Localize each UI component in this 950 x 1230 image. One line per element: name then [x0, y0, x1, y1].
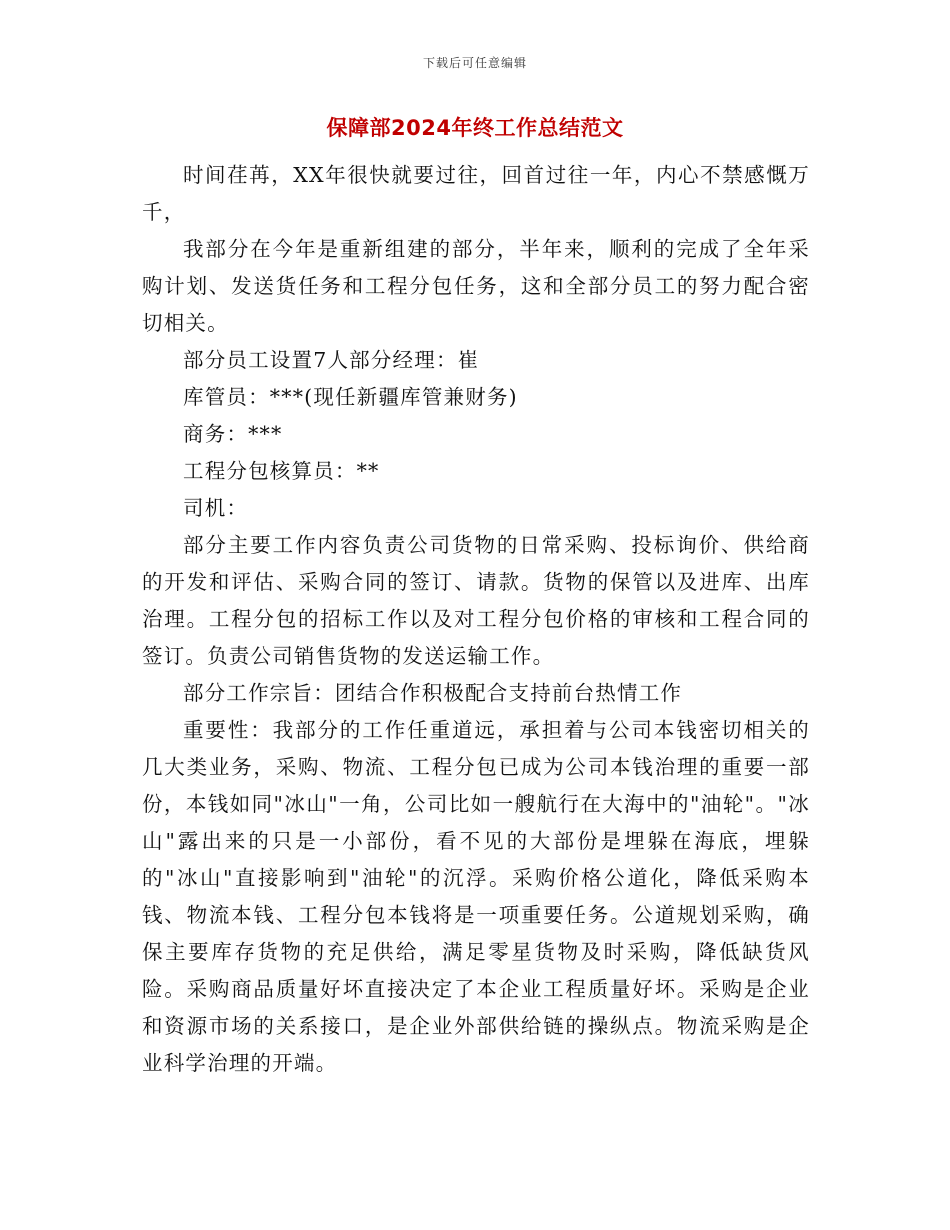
paragraph-warehouse-keeper: 库管员：***(现任新疆库管兼财务) — [183, 385, 518, 409]
paragraph-department-overview: 我部分在今年是重新组建的部分，半年来，顺利的完成了全年采购计划、发送货任务和工程分包任务，这和全部分员工的努力配合密切相关。 — [142, 237, 810, 335]
paragraph-work-purpose: 部分工作宗旨：团结合作积极配合支持前台热情工作 — [183, 681, 683, 705]
paragraph-intro: 时间荏苒，XX年很快就要过往，回首过往一年，内心不禁感慨万千， — [142, 163, 810, 224]
paragraph-main-work: 部分主要工作内容负责公司货物的日常采购、投标询价、供给商的开发和评估、采购合同的签订、请款。货物的保管以及进库、出库治理。工程分包的招标工作以及对工程分包价格的审核和工程合同的签订。负责公司销售货物的发送运输工作。 — [142, 533, 810, 668]
paragraph-business: 商务：*** — [183, 422, 283, 446]
paragraph-importance: 重要性：我部分的工作任重道远，承担着与公司本钱密切相关的几大类业务，采购、物流、工程分包已成为公司本钱治理的重要一部份，本钱如同"冰山"一角，公司比如一艘航行在大海中的"油轮"。"冰山"露出来的只是一小部份，看不见的大部份是埋躲在海底，埋躲的"冰山"直接影响到"油轮"的沉浮。采购价格公道化，降低采购本钱、物流本钱、工程分包本钱将是一项重要任务。公道规划采购，确保主要库存货物的充足供给，满足零星货物及时采购，降低缺货风险。采购商品质量好坏直接决定了本企业工程质量好坏。采购是企业和资源市场的关系接口，是企业外部供给链的操纵点。物流采购是企业科学治理的开端。 — [142, 718, 810, 1075]
paragraph-accountant: 工程分包核算员：** — [183, 459, 380, 483]
paragraph-driver: 司机： — [183, 496, 249, 520]
header-note: 下载后可任意编辑 — [422, 56, 527, 70]
paragraph-staff-setup: 部分员工设置7人部分经理：崔 — [183, 348, 480, 372]
document-title: 保障部2024年终工作总结范文 — [326, 116, 624, 140]
document-body — [142, 157, 810, 1082]
